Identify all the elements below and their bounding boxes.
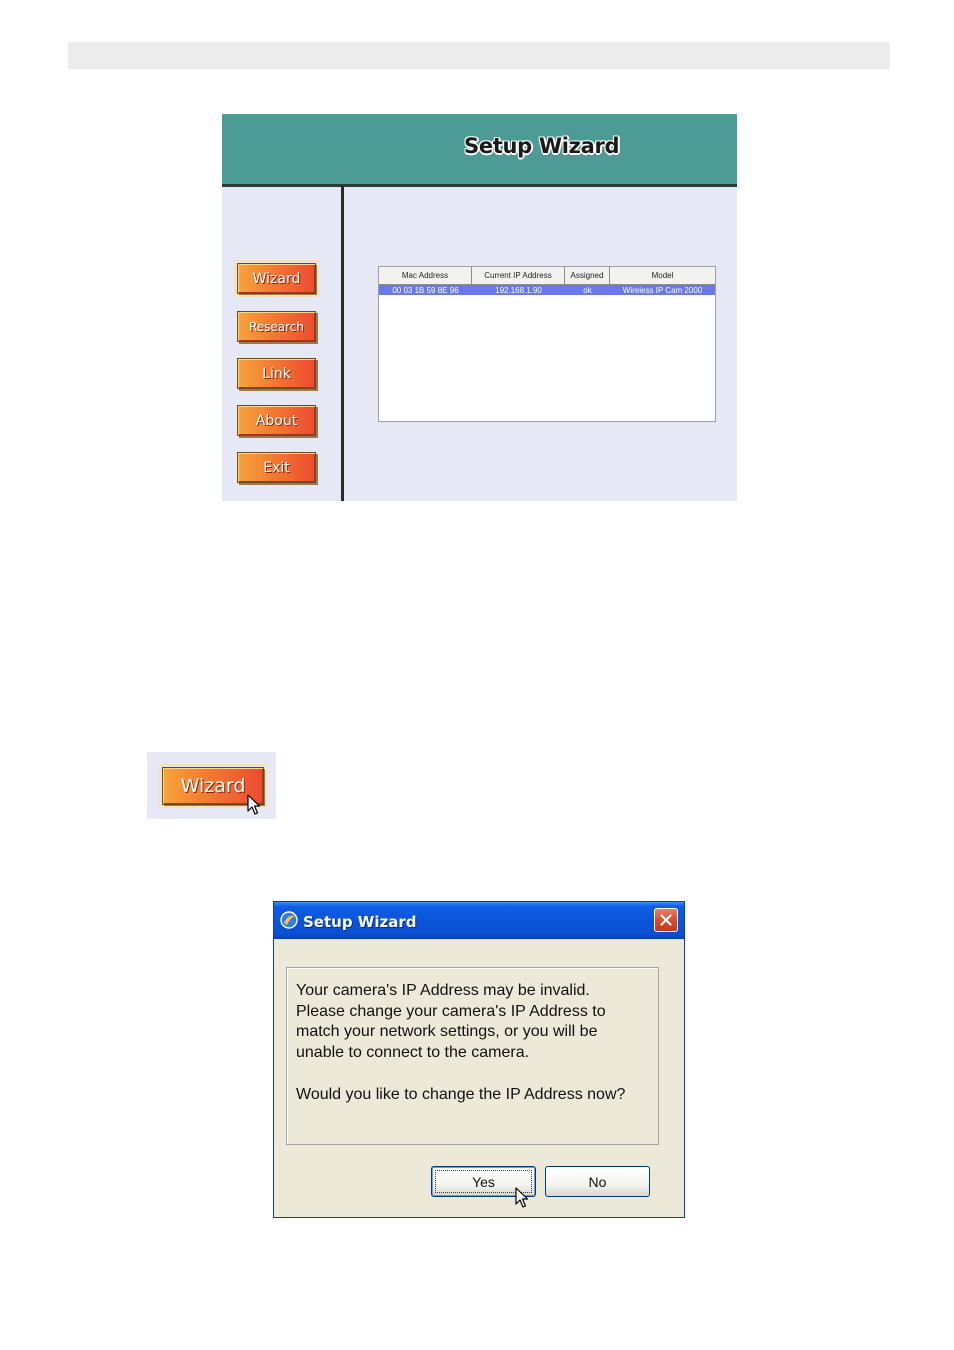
column-header-current-ip[interactable]: Current IP Address — [472, 267, 565, 284]
cell-model: Wireless IP Cam 2000 — [622, 285, 703, 295]
wizard-button-large[interactable]: Wizard — [162, 767, 264, 805]
wizard-button-closeup — [147, 752, 276, 819]
app-title: Setup Wizard — [464, 134, 620, 158]
yes-button-label: Yes — [472, 1173, 495, 1190]
dialog-title: Setup Wizard — [303, 913, 417, 931]
header-divider — [222, 184, 737, 187]
no-button-label: No — [588, 1173, 607, 1190]
message-line: unable to connect to the camera. — [296, 1044, 530, 1062]
table-row[interactable] — [379, 285, 715, 295]
exit-button[interactable]: Exit — [237, 452, 316, 483]
dialog-message — [296, 981, 656, 1105]
camera-list-table[interactable] — [378, 266, 716, 422]
dialog-titlebar[interactable] — [274, 902, 684, 939]
research-button[interactable]: Research — [237, 311, 316, 342]
page-header-bar — [68, 42, 890, 69]
cell-assigned: ok — [583, 285, 592, 295]
column-header-model[interactable]: Model — [651, 271, 674, 280]
table-header — [379, 267, 715, 285]
mouse-pointer-icon — [515, 1187, 529, 1209]
dialog-question: Would you like to change the IP Address now? — [296, 1085, 626, 1103]
message-line: Your camera's IP Address may be invalid. — [296, 982, 590, 999]
close-button[interactable] — [654, 908, 678, 932]
message-line: match your network settings, or you will be — [296, 1023, 598, 1041]
about-button[interactable]: About — [237, 405, 316, 436]
sidebar-divider — [341, 186, 344, 501]
message-line: Please change your camera's IP Address to — [296, 1002, 606, 1020]
wizard-button[interactable]: Wizard — [237, 263, 316, 294]
mouse-pointer-icon — [247, 794, 261, 816]
cell-current-ip: 192.168.1.90 — [495, 285, 542, 295]
close-icon — [659, 913, 673, 927]
link-button[interactable]: Link — [237, 358, 316, 389]
setup-wizard-app-icon — [280, 911, 298, 929]
column-header-assigned[interactable]: Assigned — [565, 267, 610, 284]
cell-mac-address: 00 03 1B 59 8E 96 — [392, 285, 459, 295]
no-button[interactable] — [545, 1166, 650, 1197]
column-header-mac-address[interactable]: Mac Address — [379, 267, 472, 284]
app-header — [222, 114, 737, 184]
setup-wizard-window — [222, 114, 737, 501]
setup-wizard-dialog — [273, 901, 685, 1218]
